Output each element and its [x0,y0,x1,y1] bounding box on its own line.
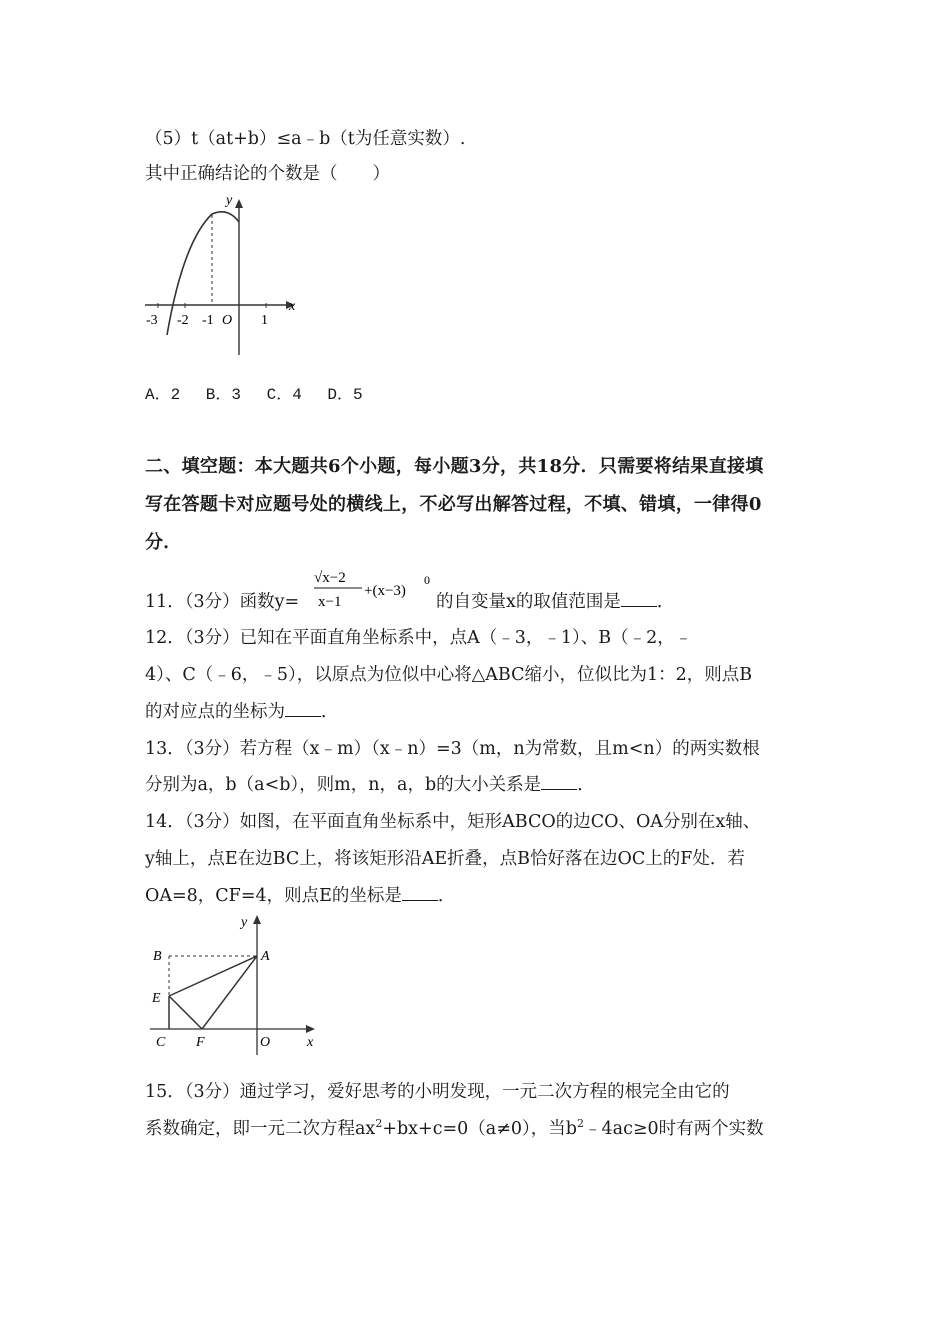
q13-line2-text: 分别为a，b（a<b），则m，n，a，b的大小关系是 [145,775,542,795]
q15-line2-a: 系数确定，即一元二次方程ax [145,1119,376,1139]
q12-line2: 4）、C（﹣6，﹣5），以原点为位似中心将△ABC缩小，位似比为1：2，则点B [145,665,753,685]
q12-line3 [145,700,339,724]
q13-end: ． [577,775,595,795]
q14-y-axis-label: y [241,915,248,930]
q11-formula [308,562,438,618]
q11-numerator: √x−2 [314,570,346,586]
q13-line2 [145,773,595,797]
q15-line2-b: +bx+c=0（a≠0），当b [382,1119,577,1139]
q10-tick-neg2: -2 [177,313,189,328]
q11-exponent: 0 [424,573,430,587]
q10-parabola-graph [140,190,310,365]
q11-prefix: 11．（3分）函数y= [145,592,300,612]
section2-line1: 二、填空题：本大题共6个小题，每小题3分，共18分．只需要将结果直接填 [145,456,764,477]
q13-line1: 13．（3分）若方程（x﹣m）（x﹣n）=3（m，n为常数，且m<n）的两实数根 [145,739,760,759]
q12-end: ． [321,702,339,722]
q15-line2-c: ﹣4ac≥0时有两个实数 [584,1119,764,1139]
q15-line1: 15．（3分）通过学习，爱好思考的小明发现，一元二次方程的根完全由它的 [145,1082,730,1102]
q14-line3 [145,884,455,908]
q10-statement-5: （5）t（at+b）≤a﹣b（t为任意实数）. [145,129,466,149]
q12-line3-text: 的对应点的坐标为 [145,702,285,722]
q14-end: ． [437,886,456,906]
q14-label-B: B [153,949,162,964]
q11-plus-term: +(x−3) [364,583,406,599]
q10-tick-1: 1 [261,313,268,328]
q14-label-F: F [196,1035,205,1050]
q14-x-axis-label: x [307,1035,314,1050]
q11-suffix-text: 的自变量x的取值范围是 [436,592,621,612]
q11-answer-blank [621,590,657,607]
q10-y-axis-label: y [226,193,233,208]
q14-line2: y轴上，点E在边BC上，将该矩形沿AE折叠，点B恰好落在边OC上的F处．若 [145,849,745,869]
q10-tick-neg3: -3 [146,313,158,328]
q14-line3-text: OA=8，CF=4，则点E的坐标是 [145,886,402,906]
q11-denominator: x−1 [318,594,342,610]
section2-line3: 分． [145,532,182,553]
q10-tick-neg1: -1 [202,313,214,328]
q14-label-E: E [152,991,161,1006]
q10-options: A．2 B．3 C．4 D．5 [145,386,363,404]
section2-line2: 写在答题卡对应题号处的横线上，不必写出解答过程，不填、错填，一律得0 [145,494,762,515]
q15-line2 [145,1117,764,1141]
q15-sup-2: 2 [577,1117,584,1131]
q10-x-axis-label: x [289,299,296,314]
q14-label-A: A [261,949,270,964]
q14-line1: 14．（3分）如图，在平面直角坐标系中，矩形ABCO的边CO、OA分别在x轴、 [145,812,761,832]
q14-label-C: C [156,1035,166,1050]
q13-answer-blank [541,773,577,790]
q14-rectangle-fold-figure [145,910,330,1060]
q10-tick-origin: O [222,313,233,328]
q14-label-O: O [260,1035,271,1050]
q14-answer-blank [402,884,438,901]
q12-answer-blank [285,700,321,717]
q11-end: ． [656,592,675,612]
q10-prompt: 其中正确结论的个数是（ ） [145,164,390,184]
q15-sup-1: 2 [375,1117,383,1131]
q11-suffix [436,590,674,614]
q12-line1: 12．（3分）已知在平面直角坐标系中，点A（﹣3，﹣1）、B（﹣2，﹣ [145,628,693,648]
